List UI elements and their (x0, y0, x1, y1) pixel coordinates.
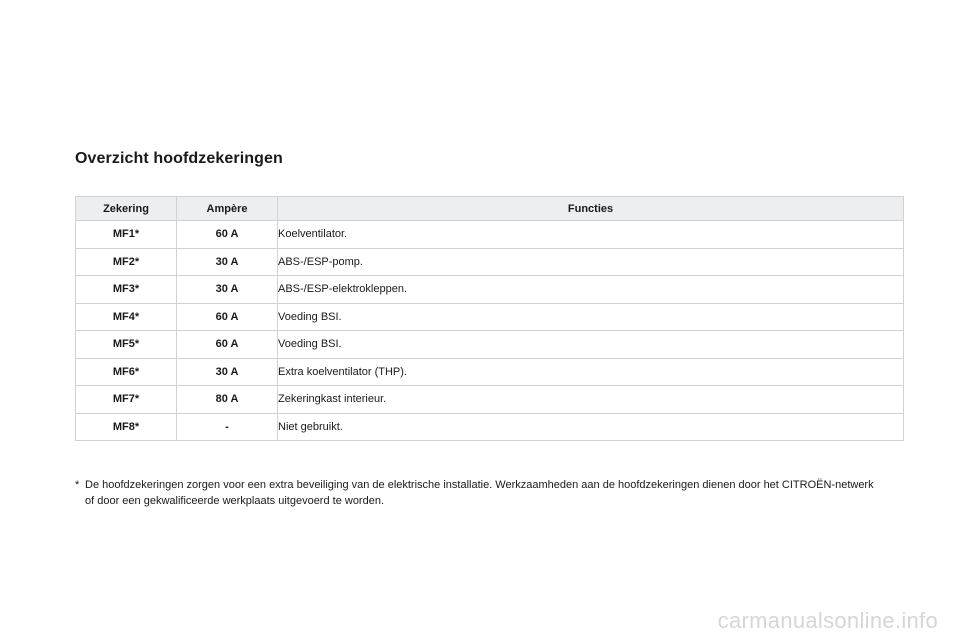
column-header-ampere: Ampère (177, 197, 278, 221)
fuse-cell: MF8* (76, 413, 177, 441)
function-cell: ABS-/ESP-pomp. (278, 248, 904, 276)
function-cell: Voeding BSI. (278, 303, 904, 331)
table-row (76, 331, 904, 359)
ampere-cell: 60 A (177, 303, 278, 331)
function-cell: Koelventilator. (278, 221, 904, 249)
function-cell: ABS-/ESP-elektrokleppen. (278, 276, 904, 304)
ampere-cell: 80 A (177, 386, 278, 414)
fuse-cell: MF3* (76, 276, 177, 304)
table-row (76, 413, 904, 441)
ampere-cell: 30 A (177, 358, 278, 386)
ampere-cell: 30 A (177, 276, 278, 304)
ampere-cell: 60 A (177, 331, 278, 359)
fuse-cell: MF5* (76, 331, 177, 359)
watermark: carmanualsonline.info (717, 608, 938, 633)
function-cell: Zekeringkast interieur. (278, 386, 904, 414)
fuse-table (75, 196, 904, 441)
function-cell: Voeding BSI. (278, 331, 904, 359)
fuse-cell: MF7* (76, 386, 177, 414)
function-cell: Extra koelventilator (THP). (278, 358, 904, 386)
column-header-functions: Functies (278, 197, 904, 221)
footnote-text: De hoofdzekeringen zorgen voor een extra beveiliging van de elektrische installatie. Werkzaamheden aan de hoofdzekeringen dienen door het CITROËN-netwerk of door een gekwalificeerde werkplaats uitgevoerd te worden. (85, 479, 874, 507)
column-header-fuse: Zekering (76, 197, 177, 221)
table-row (76, 358, 904, 386)
ampere-cell: - (177, 413, 278, 441)
table-row (76, 276, 904, 304)
fuse-cell: MF6* (76, 358, 177, 386)
table-header-row (76, 197, 904, 221)
footnote-marker: * (75, 479, 80, 491)
table-row (76, 248, 904, 276)
footnote (75, 478, 875, 509)
fuse-cell: MF2* (76, 248, 177, 276)
ampere-cell: 30 A (177, 248, 278, 276)
function-cell: Niet gebruikt. (278, 413, 904, 441)
section-title: Overzicht hoofdzekeringen (75, 150, 283, 167)
table-row (76, 221, 904, 249)
table-row (76, 303, 904, 331)
table-row (76, 386, 904, 414)
fuse-cell: MF4* (76, 303, 177, 331)
fuse-cell: MF1* (76, 221, 177, 249)
ampere-cell: 60 A (177, 221, 278, 249)
